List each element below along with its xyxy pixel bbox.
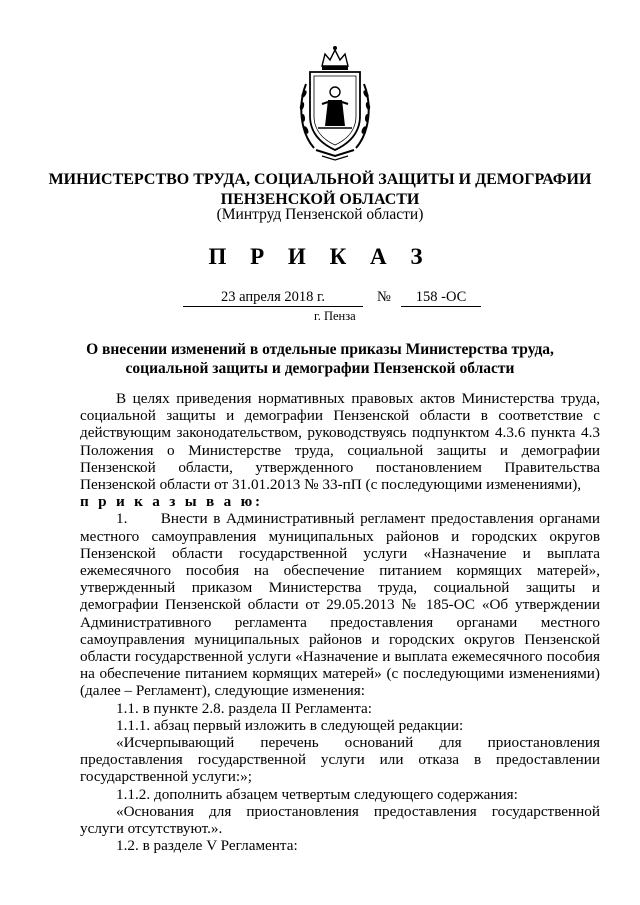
date-number-line bbox=[0, 289, 640, 309]
coat-of-arms-emblem bbox=[292, 44, 378, 162]
ministry-short-name: (Минтруд Пензенской области) bbox=[216, 206, 424, 223]
item-1-paragraph bbox=[80, 510, 600, 699]
order-subject-line2: социальной защиты и демографии Пензенской области bbox=[125, 360, 515, 377]
item-1-text: Внести в Административный регламент предоставления органами местного самоуправления муниципальных районов и городских округов Пензенской области государственной услуги «Назначение и выплата ежемесячного пособия на обеспечение питанием кормящих матерей», утвержденный приказом Министерства труда, социальной защиты и демографии Пензенской области от 29.05.2013 № 185-ОС «Об утверждении Административного регламента предоставления органами местного самоуправления муниципальных районов и городских округов Пензенской области государственной услуги «Назначение и выплата ежемесячного пособия на обеспечение питанием кормящих матерей» (с последующими изменениями) (далее – Регламент), следующие изменения: bbox=[80, 510, 601, 700]
ministry-name-line2: ПЕНЗЕНСКОЙ ОБЛАСТИ bbox=[220, 191, 420, 208]
quote-1: «Исчерпывающий перечень оснований для приостановления предоставления государственной услуги или отказа в предоставлении государственной услуги:»; bbox=[80, 734, 600, 786]
item-1-number: 1. bbox=[116, 510, 128, 528]
number-sign: № bbox=[377, 289, 391, 305]
city: г. Пенза bbox=[314, 309, 356, 323]
order-word: п р и к а з ы в а ю: bbox=[80, 493, 263, 511]
document-type-title: П Р И К А З bbox=[208, 244, 432, 269]
ministry-name bbox=[0, 170, 640, 210]
item-1-1: 1.1. в пункте 2.8. раздела II Регламента: bbox=[116, 699, 372, 717]
document-body bbox=[80, 390, 600, 854]
item-1-2: 1.2. в разделе V Регламента: bbox=[116, 837, 298, 855]
order-number: 158 -ОС bbox=[401, 289, 481, 307]
order-date: 23 апреля 2018 г. bbox=[183, 289, 363, 307]
quote-2: «Основания для приостановления предоставления государственной услуги отсутствуют.». bbox=[80, 802, 600, 838]
item-1-1-1: 1.1.1. абзац первый изложить в следующей редакции: bbox=[116, 716, 464, 734]
preamble-paragraph: В целях приведения нормативных правовых актов Министерства труда, социальной защиты и демографии Пензенской области в соответствие с действующим законодательством, руководствуясь подпунктом 4.3.6 пункта 4.3 Положения о Министерстве труда, социальной защиты и демографии Пензенской области, утвержденного постановлением Правительства Пензенской области от 31.01.2013 № 33-пП (с последующими изменениями), bbox=[80, 390, 600, 494]
order-subject bbox=[60, 340, 580, 378]
order-subject-line1: О внесении изменений в отдельные приказы Министерства труда, bbox=[86, 341, 554, 358]
item-1-1-2: 1.1.2. дополнить абзацем четвертым следующего содержания: bbox=[116, 785, 518, 803]
ministry-name-line1: МИНИСТЕРСТВО ТРУДА, СОЦИАЛЬНОЙ ЗАЩИТЫ И ДЕМОГРАФИИ bbox=[48, 171, 592, 188]
